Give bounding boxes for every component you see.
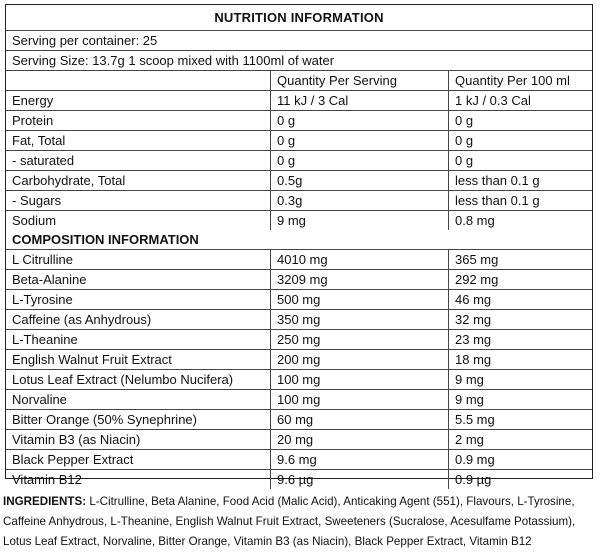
row-label: Protein [6,111,271,130]
per-serving-value: 500 mg [271,290,449,309]
row-label: Bitter Orange (50% Synephrine) [6,410,271,429]
per-100ml-value: 0 g [455,133,474,148]
per-100ml-value: 5.5 mg [455,412,495,427]
per-100ml-value: 1 kJ / 0.3 Cal [455,93,531,108]
nutrition-row [6,91,592,111]
row-label: Fat, Total [6,131,271,150]
nutrition-row [6,211,592,230]
nutrition-row [6,131,592,151]
per-100ml-value: 0 g [455,153,474,168]
per-serving-value: 250 mg [271,330,449,349]
nutrition-row [6,191,592,211]
per-serving-value: 0 g [271,131,449,150]
composition-heading: COMPOSITION INFORMATION [12,232,199,247]
composition-row [6,390,592,410]
per-serving-value: 20 mg [271,430,449,449]
per-100ml-value: 23 mg [455,332,492,347]
row-label: Vitamin B3 (as Niacin) [6,430,271,449]
per-serving-value: 200 mg [271,350,449,369]
ingredients-text: L-Citrulline, Beta Alanine, Food Acid (Malic Acid), Anticaking Agent (551), Flavours, L-Tyrosine, Caffeine Anhydrous, L-Theanine, English Walnut Fruit Extract, Sweeteners (Sucralose, Acesulfame Potassium), Lotus Leaf Extract, Norvaline, Bitter Orange, Vitamin B3 (as Niacin), Black Pepper Extract, Vitamin B12 [3,495,576,548]
per-100ml-value: less than 0.1 g [455,193,540,208]
per-100ml-value: 2 mg [455,432,484,447]
row-label: L-Theanine [6,330,271,349]
nutrition-row [6,151,592,171]
nutrition-row [6,171,592,191]
column-header-row [6,71,592,91]
row-label: Caffeine (as Anhydrous) [6,310,271,329]
row-label: - Sugars [6,191,271,210]
column-header-per-100ml: Quantity Per 100 ml [455,73,570,88]
column-header-per-serving: Quantity Per Serving [271,71,449,90]
per-serving-value: 60 mg [271,410,449,429]
servings-per-container: Serving per container: 25 [6,31,592,51]
per-100ml-value: 32 mg [455,312,492,327]
composition-heading-row [6,230,592,250]
row-label: Beta-Alanine [6,270,271,289]
per-serving-value: 9 mg [271,211,449,230]
per-serving-value: 0.3g [271,191,449,210]
composition-row [6,370,592,390]
composition-row [6,330,592,350]
row-label: Sodium [6,211,271,230]
panel-title: NUTRITION INFORMATION [6,5,592,31]
per-100ml-value: 365 mg [455,252,499,267]
per-serving-value: 9.6 µg [271,470,449,489]
per-serving-value: 0 g [271,151,449,170]
per-100ml-value: 18 mg [455,352,492,367]
nutrition-row [6,111,592,131]
per-100ml-value: 9 mg [455,392,484,407]
composition-row [6,450,592,470]
composition-row [6,270,592,290]
per-100ml-value: less than 0.1 g [455,173,540,188]
composition-row [6,430,592,450]
per-serving-value: 100 mg [271,370,449,389]
per-serving-value: 11 kJ / 3 Cal [271,91,449,110]
row-label: Vitamin B12 [6,470,271,489]
column-header-label [6,71,271,90]
per-serving-value: 3209 mg [271,270,449,289]
per-100ml-value: 0 g [455,113,474,128]
per-100ml-value: 46 mg [455,292,492,307]
row-label: English Walnut Fruit Extract [6,350,271,369]
per-serving-value: 9.6 mg [271,450,449,469]
row-label: Black Pepper Extract [6,450,271,469]
row-label: Energy [6,91,271,110]
composition-row [6,310,592,330]
serving-size: Serving Size: 13.7g 1 scoop mixed with 1100ml of water [6,51,592,71]
per-serving-value: 100 mg [271,390,449,409]
per-serving-value: 0 g [271,111,449,130]
row-label: - saturated [6,151,271,170]
nutrition-panel [5,4,593,487]
per-100ml-value: 9 mg [455,372,484,387]
per-100ml-value: 0.9 µg [455,472,492,487]
nutrition-rows [6,91,592,230]
per-100ml-value: 292 mg [455,272,499,287]
composition-rows [6,250,592,489]
composition-row [6,250,592,270]
per-serving-value: 4010 mg [271,250,449,269]
composition-row [6,290,592,310]
ingredients-statement [3,492,597,552]
per-serving-value: 0.5g [271,171,449,190]
per-100ml-value: 0.8 mg [455,213,495,228]
composition-row [6,350,592,370]
row-label: L Citrulline [6,250,271,269]
ingredients-label: INGREDIENTS: [3,495,87,508]
per-100ml-value: 0.9 mg [455,452,495,467]
composition-row [6,410,592,430]
row-label: L-Tyrosine [6,290,271,309]
row-label: Norvaline [6,390,271,409]
composition-row [6,470,592,489]
row-label: Carbohydrate, Total [6,171,271,190]
row-label: Lotus Leaf Extract (Nelumbo Nucifera) [6,370,271,389]
per-serving-value: 350 mg [271,310,449,329]
